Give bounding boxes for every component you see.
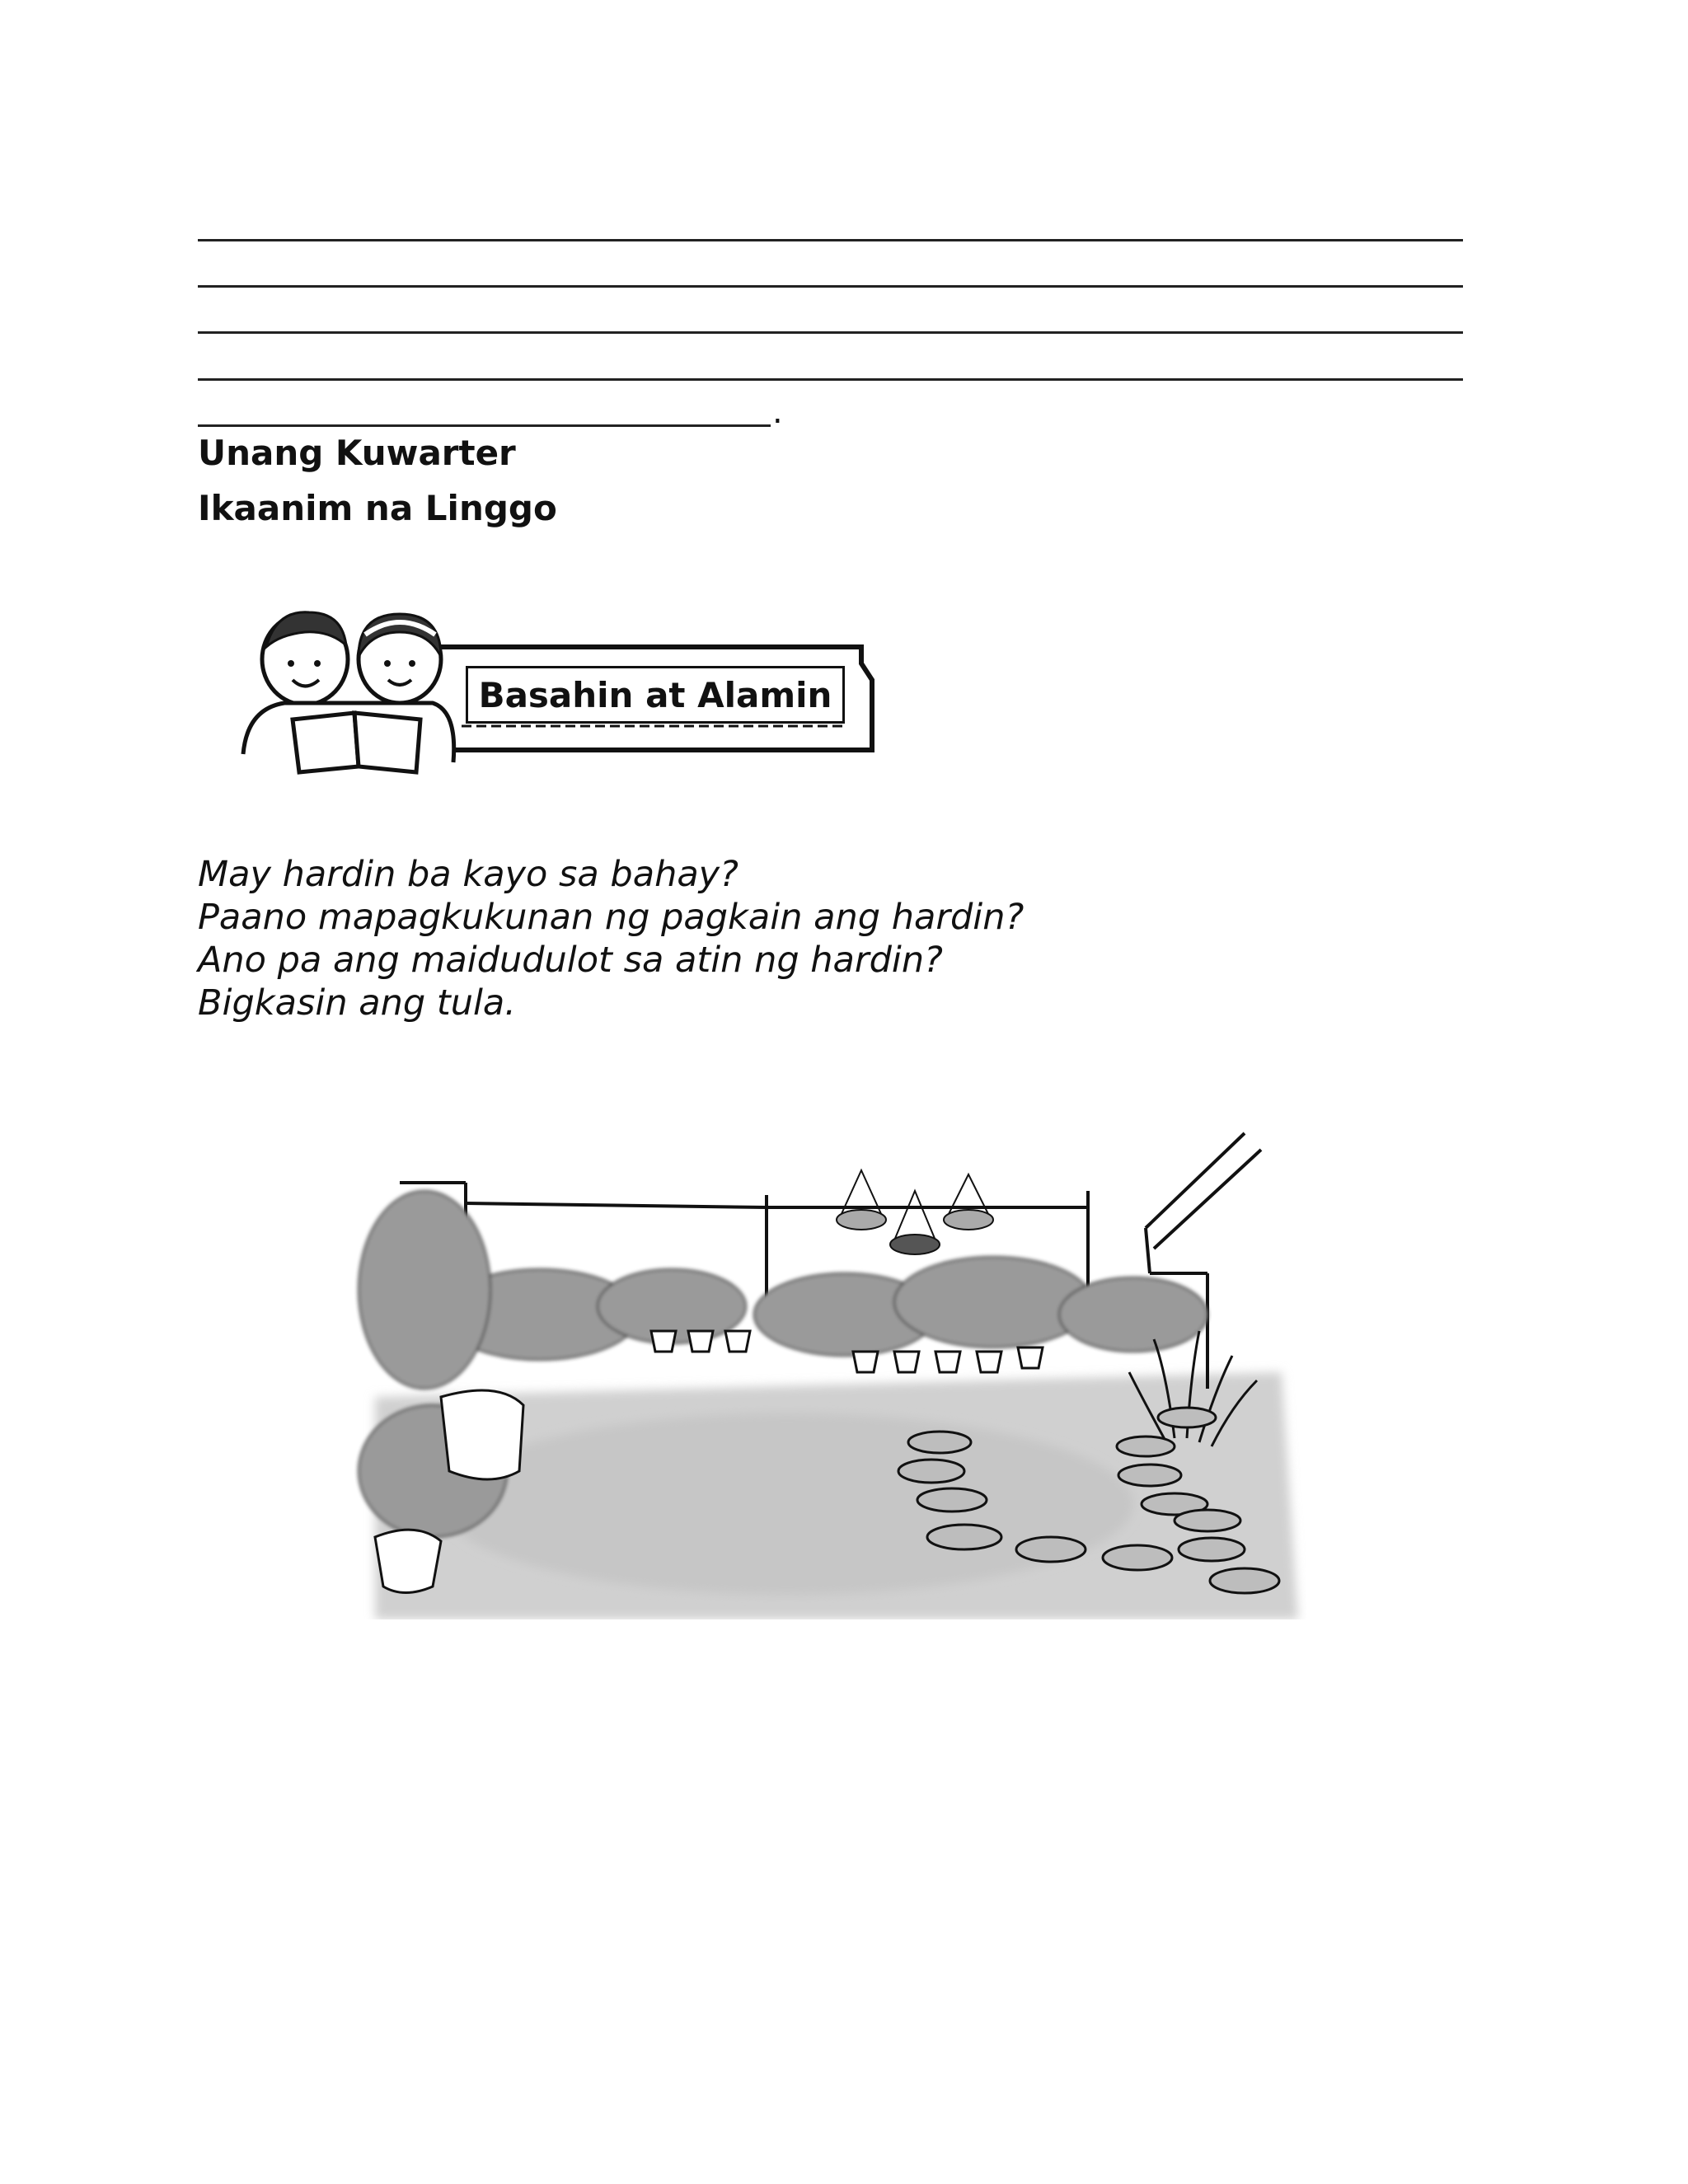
answer-line-3	[198, 331, 1463, 334]
instruction-recite-poem: Bigkasin ang tula.	[198, 982, 516, 1024]
hanging-baskets	[837, 1170, 993, 1254]
answer-line-1	[198, 239, 1463, 241]
garden-illustration	[326, 1125, 1306, 1619]
quarter-heading: Unang Kuwarter	[198, 433, 516, 473]
answer-line-period: .	[772, 393, 783, 431]
question-3: Ano pa ang maidudulot sa atin ng hardin?	[198, 940, 943, 981]
week-heading: Ikaanim na Linggo	[198, 488, 557, 528]
answer-line-4	[198, 378, 1463, 381]
guide-questions	[198, 853, 1024, 1024]
section-banner-title: Basahin at Alamin	[466, 666, 845, 724]
answer-line-5	[198, 424, 771, 427]
question-1: May hardin ba kayo sa bahay?	[198, 854, 738, 895]
two-children-reading-book-icon	[243, 612, 454, 772]
question-2: Paano mapagkukunan ng pagkain ang hardin?	[198, 897, 1025, 938]
answer-line-2	[198, 285, 1463, 288]
